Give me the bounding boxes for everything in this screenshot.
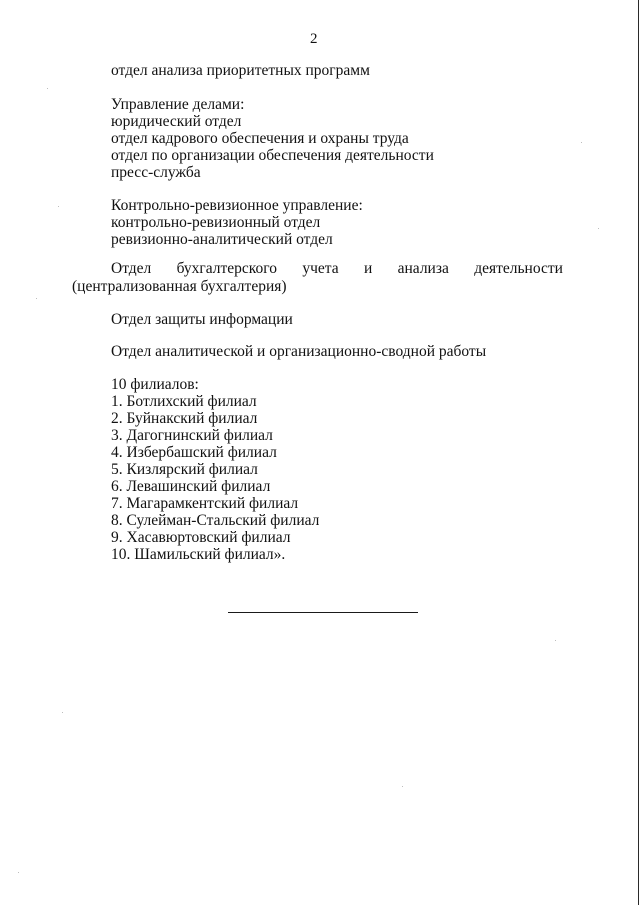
scan-speck xyxy=(555,640,556,641)
scan-speck xyxy=(581,142,582,143)
branch-item: 1. Ботлихский филиал xyxy=(111,393,257,410)
affairs-item: отдел кадрового обеспечения и охраны труда xyxy=(111,130,409,147)
closing-rule xyxy=(228,612,418,613)
branch-item: 7. Магарамкентский филиал xyxy=(111,495,299,512)
branch-item: 5. Кизлярский филиал xyxy=(111,461,258,478)
audit-item: контрольно-ревизионный отдел xyxy=(111,214,321,231)
priority-programs-dept: отдел анализа приоритетных программ xyxy=(111,62,370,79)
affairs-item: пресс-служба xyxy=(111,164,201,181)
scan-speck xyxy=(598,228,599,229)
accounting-dept-line xyxy=(111,260,563,278)
scan-speck xyxy=(402,786,403,787)
accounting-word: и xyxy=(363,260,373,277)
scan-speck xyxy=(58,206,59,207)
infosec-dept: Отдел защиты информации xyxy=(111,311,293,328)
scan-speck xyxy=(18,872,19,873)
analytic-dept: Отдел аналитической и организационно-сводной работы xyxy=(111,343,487,360)
scan-speck xyxy=(62,712,63,713)
affairs-heading: Управление делами: xyxy=(111,96,245,113)
branch-item: 6. Левашинский филиал xyxy=(111,478,271,495)
scan-speck xyxy=(36,298,37,299)
branch-item: 3. Дагогнинский филиал xyxy=(111,427,273,444)
branch-item: 2. Буйнакский филиал xyxy=(111,410,258,427)
accounting-word: деятельности xyxy=(474,260,563,277)
audit-heading: Контрольно-ревизионное управление: xyxy=(111,197,363,214)
accounting-word: анализа xyxy=(397,260,449,277)
branch-item: 4. Избербашский филиал xyxy=(111,444,277,461)
affairs-item: отдел по организации обеспечения деятельности xyxy=(111,147,434,164)
branches-heading: 10 филиалов: xyxy=(111,376,199,393)
audit-item: ревизионно-аналитический отдел xyxy=(111,231,333,248)
affairs-item: юридический отдел xyxy=(111,113,242,130)
accounting-word: бухгалтерского xyxy=(176,260,278,277)
scan-speck xyxy=(47,88,48,89)
page-number: 2 xyxy=(310,31,318,47)
branch-item: 9. Хасавюртовский филиал xyxy=(111,529,291,546)
accounting-word: Отдел xyxy=(111,260,152,277)
branch-item: 8. Сулейман-Стальский филиал xyxy=(111,512,320,529)
accounting-word: учета xyxy=(302,260,339,277)
scan-page-edge xyxy=(638,0,639,905)
accounting-dept-continuation: (централизованная бухгалтерия) xyxy=(72,278,287,295)
branch-item: 10. Шамильский филиал». xyxy=(111,546,286,563)
